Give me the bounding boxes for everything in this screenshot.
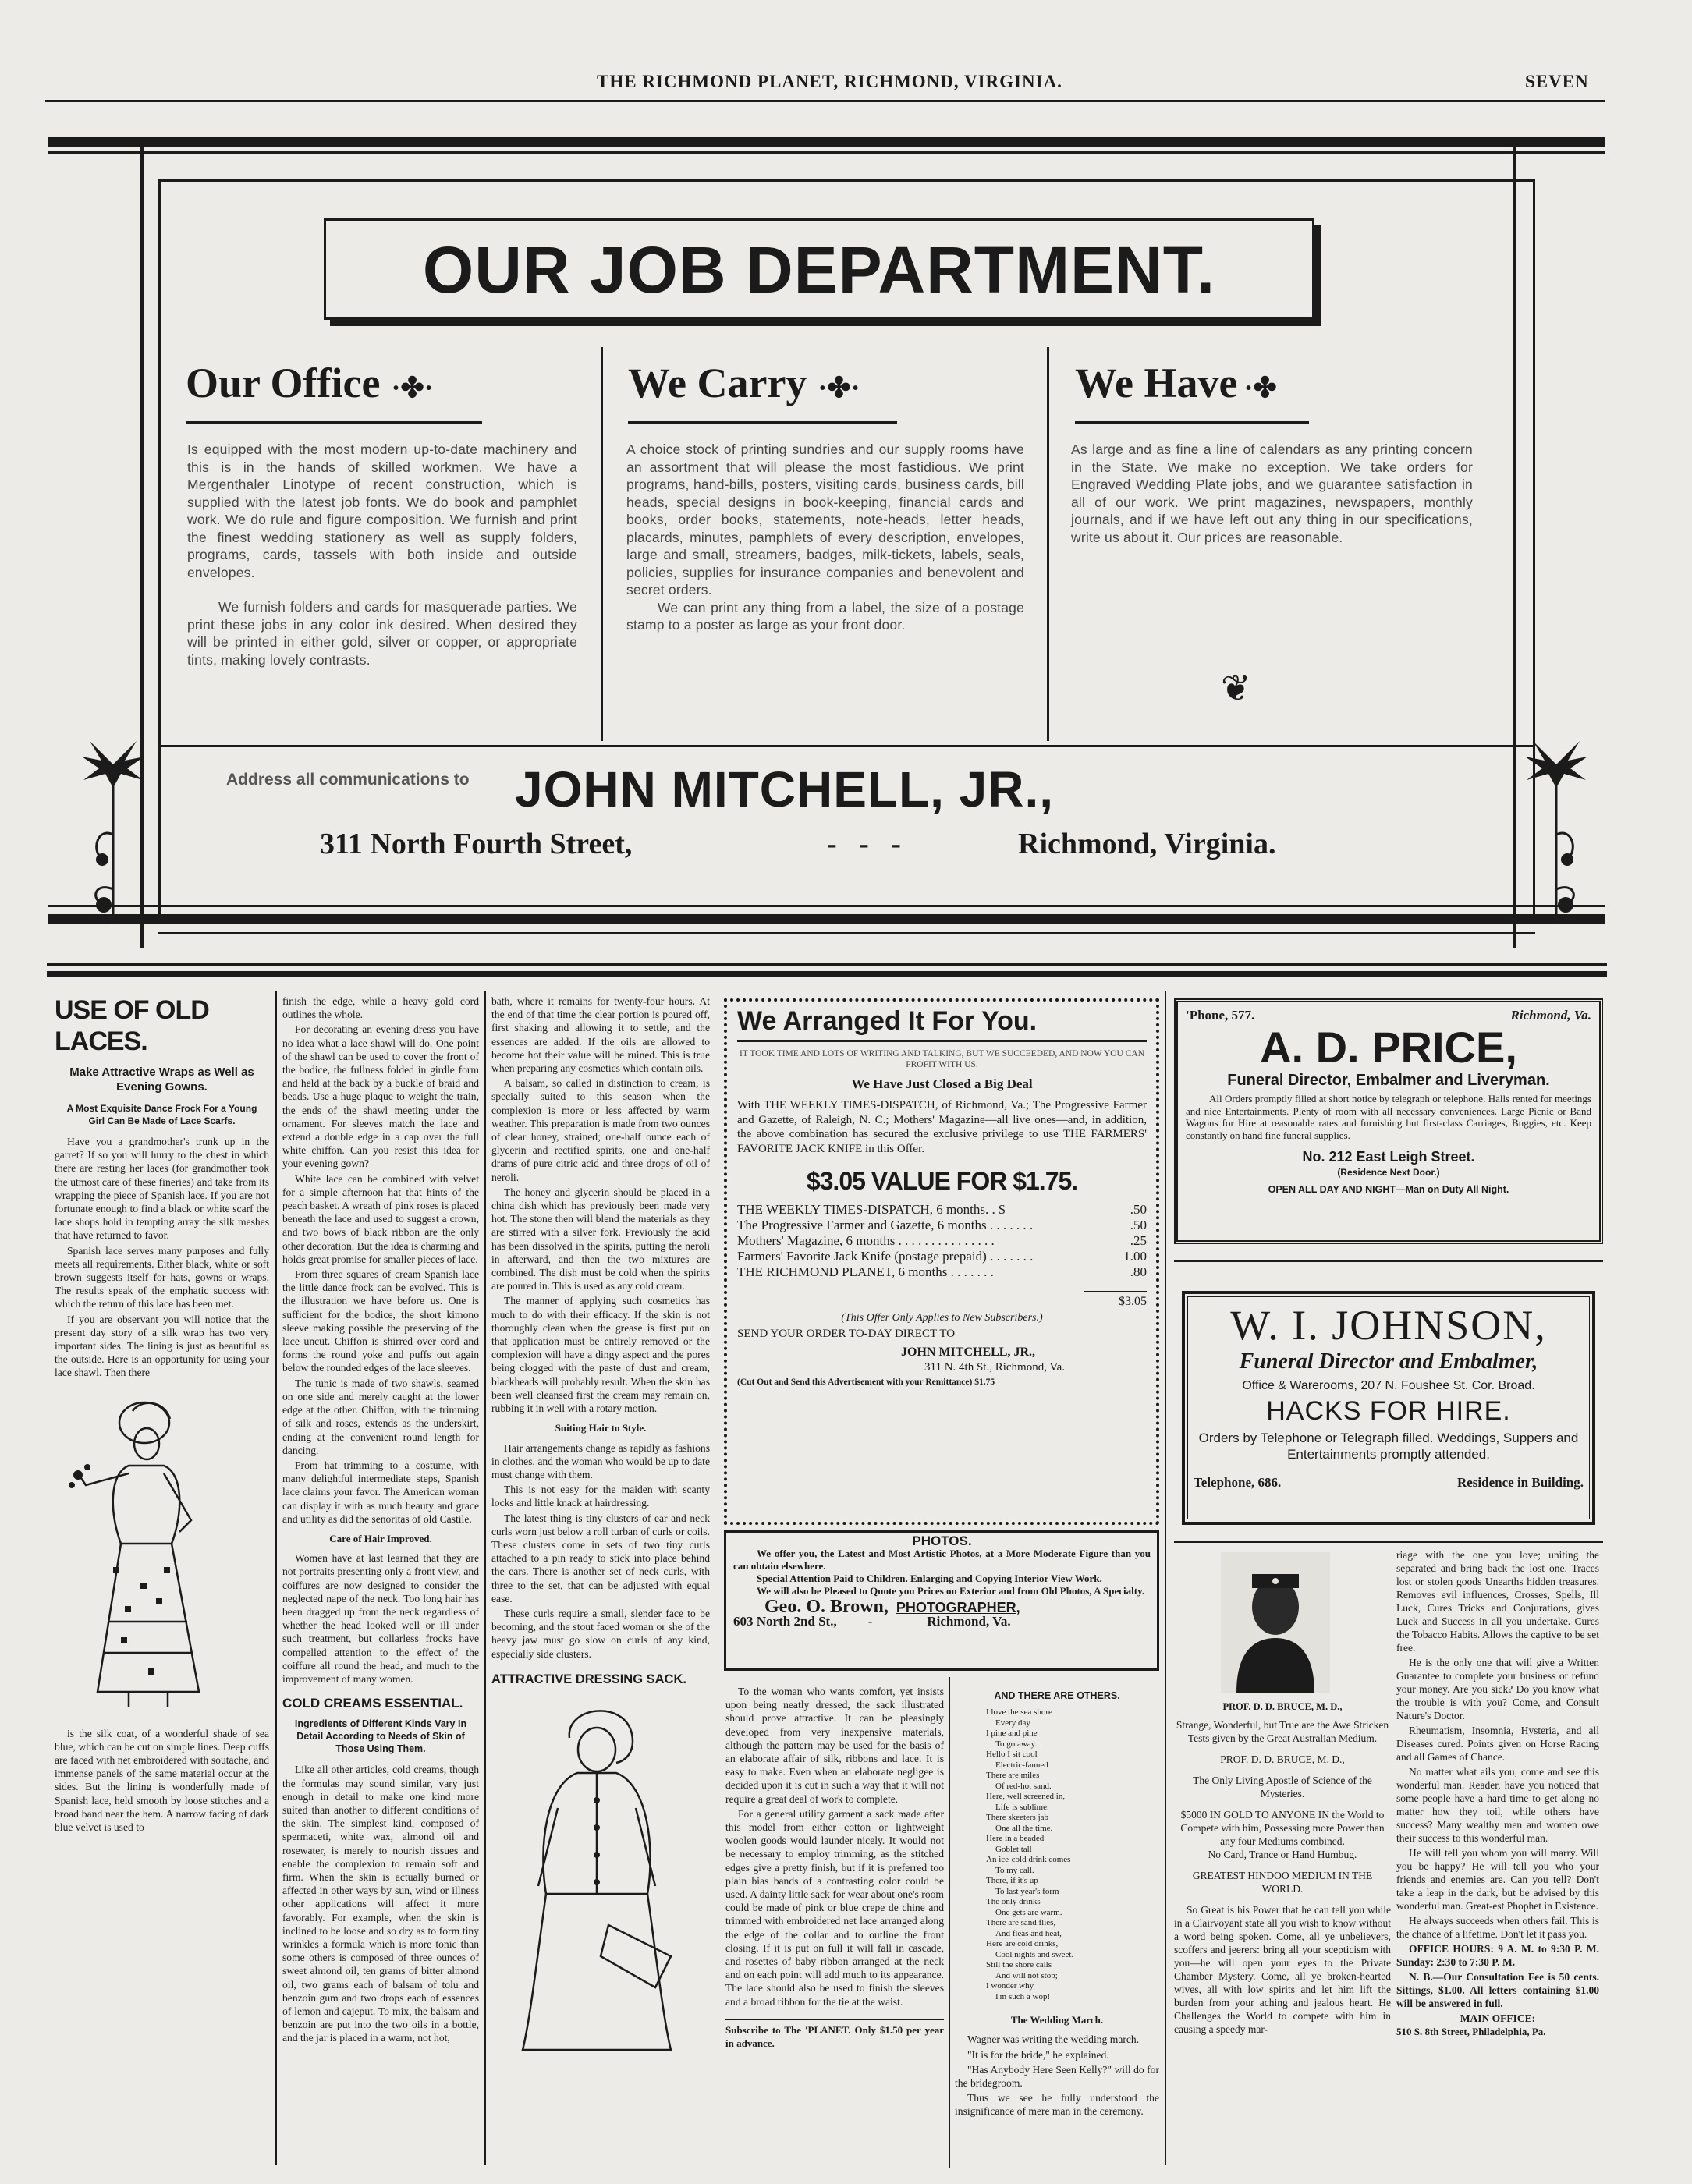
price-body: All Orders promptly filled at short notice by telegraph or telephone. Halls rented for meetings and nice Entertainments. Plenty of room with all necessary conveniences. Large Picnic or Band Wagons for Hire at reasonable rates and furnishing but first-class Carriages, Buggies, etc. Keep constantly on hand fine funeral supplies.	[1186, 1093, 1591, 1141]
col-rule-3	[949, 1677, 950, 2168]
sack-subscribe: Subscribe to The 'PLANET. Only $1.50 per year in advance.	[725, 2019, 944, 2050]
col2-p7: Women have at last learned that they are not portraits presenting only a front view, and coiffures are now designed to consider the neglected nape of the neck. Too long hair has been dragged up from the neck regardless of whether the head looked well or ill under such treatment, but collarless frocks have compelled attention to the effect of the coiffure all round the head, and much to the improvement of many women.	[282, 1552, 479, 1685]
price-res: (Residence Next Door.)	[1337, 1167, 1440, 1178]
others-title: AND THERE ARE OTHERS.	[994, 1690, 1120, 1701]
photos-addr: 603 North 2nd St.,	[733, 1614, 837, 1629]
flower-left-icon	[74, 733, 152, 928]
bruce-right-p3: Rheumatism, Insomnia, Hysteria, and all Diseases cured. Points given on Horse Racing and all Games of Chance.	[1396, 1725, 1599, 1763]
page-number: SEVEN	[1525, 72, 1589, 91]
photos-addr-row	[733, 1615, 1151, 1628]
col-rule-4	[1165, 991, 1166, 2164]
cold-title: COLD CREAMS ESSENTIAL.	[282, 1696, 463, 1711]
laces-p3: If you are observant you will notice that the present day story of a silk wrap has two very important sides. The lining is just as beautiful as the outside. Here is an opportunity for using your lace shawl. Then there	[55, 1313, 269, 1379]
carry-heading-rule	[628, 421, 897, 424]
johnson-orders: Orders by Telephone or Telegraph filled. Weddings, Suppers and Entertainments promptly attended.	[1198, 1431, 1579, 1462]
photos-content	[733, 1535, 1151, 1628]
job-border-right	[1513, 137, 1516, 948]
col3-p4: The manner of applying such cosmetics has much to do with their efficacy. If the skin is not thoroughly clean when the grease is first put on that application must be entirely removed or the complexion will have a dingy aspect and the pores being clogged with the paste of dust and cream, blackheads will probably result. When the skin has been well cleansed first the cream may remain on, rubbing it in well with a rotary motion.	[491, 1295, 710, 1415]
photos-body: We offer you, the Latest and Most Artistic Photos, at a More Moderate Figure than you can obtain elsewhere.	[733, 1548, 1151, 1572]
laces-p1: Have you a grandmother's trunk up in the garret? If so you will hurry to the chest in which there are resting her laces (for grandmother took the utmost care of these fineries) and take from its wrapping the piece of Spanish lace. If you are not fortunate enough to find a black or white scarf the lace shops hold in tempting array the silk meshes that have returned to favor.	[55, 1136, 269, 1242]
carry-heading-text: We Carry	[628, 360, 807, 406]
have-text	[1071, 441, 1473, 546]
col3	[491, 994, 710, 2161]
bruce-sep	[1174, 1540, 1603, 1543]
laces-column	[55, 994, 269, 2157]
arranged-intro: IT TOOK TIME AND LOTS OF WRITING AND TALKING, BUT WE SUCCEEDED, AND NOW YOU CAN PROFIT WITH US.	[739, 1049, 1145, 1069]
arranged-value: $3.05 VALUE FOR $1.75.	[806, 1167, 1078, 1195]
price-content	[1186, 1008, 1591, 1195]
ornament-icon: ·✤·	[391, 372, 434, 403]
carry-heading	[628, 359, 860, 407]
bruce-name2: PROF. D. D. BRUCE, M. D.,	[1220, 1753, 1345, 1765]
johnson-tel: Telephone, 686.	[1194, 1475, 1282, 1490]
bruce-name1: PROF. D. D. BRUCE, M. D.,	[1222, 1701, 1343, 1712]
sack-title: ATTRACTIVE DRESSING SACK.	[491, 1672, 686, 1686]
johnson-office: Office & Warerooms, 207 N. Foushee St. Cor. Broad.	[1242, 1379, 1535, 1392]
col2	[282, 994, 479, 2161]
col3-p7: The latest thing is tiny clusters of ear and neck curls worn just below a roll turban of curls or coils. These clusters come in sets of two tiny curls attached to a pin ready to stick into place behind the ears. There is another set of neck curls, with three to the set, that can be adjusted with equal ease.	[491, 1512, 710, 1604]
col3-p3: The honey and glycerin should be placed in a china dish which has previously been made very hot. The stone then will blend the materials as they are stirred with a silver fork. Previously the acid has been dissolved in the spirits, putting the neroli in afterward, and then the two mixtures are combined. The dish must be cold when the spirits are poured in. This is used as any cold cream.	[491, 1186, 710, 1292]
bruce-main: MAIN OFFICE:	[1460, 2012, 1536, 2024]
job-border-bottom	[48, 905, 1605, 907]
price-city: Richmond, Va.	[1510, 1008, 1591, 1023]
johnson-content	[1194, 1301, 1584, 1491]
arranged-send: SEND YOUR ORDER TO-DAY DIRECT TO	[737, 1328, 956, 1340]
march-p2: "It is for the bride," he explained.	[967, 2048, 1109, 2061]
ornament-icon: ·✤·	[818, 372, 860, 403]
have-p1: As large and as fine a line of calendars as any printing concern in the State. We make no exception. We take orders for Engraved Wedding Plate jobs, and we guarantee satisfaction in all of our work. We print magazines, newspapers, monthly journals, and if we have left out any thing in our specifications, write us about it. Our prices are reasonable.	[1071, 441, 1473, 545]
arranged-total: $3.05	[1084, 1291, 1147, 1309]
col2-p2: For decorating an evening dress you have no idea what a lace shawl will do. One point of the shawl can be used to cover the front of the bodice, the fullness folded in girdle form and held at the back by a buckle of braid and beads. Use a huge plaque to weight the train, the ends of the shawl meeting under the ornament. For sleeves match the lace and extend a double edge in a cap over the full white chiffon. Can you resist this idea for your evening gown?	[282, 1023, 479, 1170]
col2-p4: From three squares of cream Spanish lace the little dance frock can be evolved. This is the illustration we have before us. One is sufficient for the bodice, the short kimono sleeve making possible the preserving of the lace uncut. Chiffon is shirred over cord and forms the round yoke and puffs out again below the rounded edges of the lace sleeves.	[282, 1268, 479, 1374]
carry-p2: We can print any thing from a label, the size of a postage stamp to a poster as large as your front door.	[626, 599, 1024, 633]
arranged-title: We Arranged It For You.	[737, 1006, 1147, 1042]
cold-sub: Ingredients of Different Kinds Vary In Detail According to Needs of Skin of Those Using Them.	[294, 1718, 467, 1755]
job-title: OUR JOB DEPARTMENT.	[422, 233, 1216, 307]
lower-top-rule-thick	[47, 971, 1607, 977]
price-open: OPEN ALL DAY AND NIGHT—Man on Duty All Night.	[1268, 1184, 1509, 1195]
office-text	[187, 441, 577, 668]
photos-spec: Special Attention Paid to Children. Enlarging and Copying Interior View Work.	[757, 1572, 1102, 1584]
price-name: A. D. PRICE,	[1260, 1023, 1517, 1072]
job-dashes: - - -	[827, 828, 901, 860]
col3-p1: bath, where it remains for twenty-four hours. At the end of that time the clear portion is poured off, first shaking and allowing it to settle, and the essences are added. If the oils are allowed to become hot their value will be ruined. This is true when preparing any cosmetics which contain oils.	[491, 995, 710, 1075]
job-border-top	[48, 137, 1605, 147]
photos-title: PHOTOS.	[912, 1533, 972, 1548]
bruce-left	[1174, 1700, 1391, 2164]
bruce-line2: The Only Living Apostle of Science of the Mysteries.	[1193, 1774, 1372, 1799]
laces-p4: is the silk coat, of a wonderful shade of sea blue, which can be cut on simple lines. Deep cuffs are faced with net embroidered with soutache, and immense panels of the same material occur at the sides. But the lining is wonderfully made of Spanish lace, held smooth by loose stitches and a broad band near the hem. A narrow facing of dark blue velvet is used to	[55, 1727, 269, 1834]
laces-title: USE OF OLD LACES.	[55, 995, 209, 1056]
johnson-title: Funeral Director and Embalmer,	[1239, 1349, 1538, 1374]
price-top-row	[1186, 1008, 1591, 1023]
laces-sub1: Make Attractive Wraps as Well as Evening Gowns.	[69, 1065, 254, 1094]
arranged-cut: (Cut Out and Send this Advertisement with your Remittance) $1.75	[737, 1377, 995, 1387]
arranged-item: Farmers' Favorite Jack Knife (postage prepaid) . . . . . . . 1.00	[737, 1249, 1147, 1264]
office-heading-rule	[186, 421, 482, 424]
others-poem: I love the sea shore Every day I pine and pine To go away. Hello I sit cool Electric-fanned There are miles Of red-hot sand. Here, well screened in, Life is sublime. There skeeters jab One all the time. Here in a beaded Goblet tall An ice-cold drink comes To my call. There, if it's up To last year's form The only drinks One gets are warm. There are sand flies, And fleas and heat, Here are cold drinks, Cool nights and sweet. Still the shore calls And will not stop; I wonder why I'm such a wop!	[986, 1707, 1074, 2001]
photos-quote: We will also be Pleased to Quote you Prices on Exterior and from Old Photos, A Specialty.	[757, 1585, 1145, 1597]
photos-dash: -	[867, 1614, 873, 1629]
flower-right-icon	[1517, 733, 1595, 928]
office-p2: We furnish folders and cards for masquerade parties. We print these jobs in any color ink desired. When desired they will be printed in either gold, silver or copper, or appropriate tints, making lovely contrasts.	[187, 599, 577, 668]
job-border-top-thin	[48, 151, 1605, 154]
bruce-addr: 510 S. 8th Street, Philadelphia, Pa.	[1396, 2026, 1546, 2037]
have-heading	[1075, 359, 1277, 407]
col3-p6: This is not easy for the maiden with scanty locks and little knack at hairdressing.	[491, 1484, 710, 1509]
bruce-hindoo: GREATEST HINDOO MEDIUM IN THE WORLD.	[1192, 1870, 1373, 1895]
johnson-hacks: HACKS FOR HIRE.	[1266, 1396, 1511, 1426]
masthead	[47, 72, 1607, 103]
photos-role: PHOTOGRAPHER,	[896, 1600, 1020, 1615]
job-divider-2	[1047, 347, 1049, 741]
bruce-hours: OFFICE HOURS: 9 A. M. to 9:30 P. M. Sunday: 2:30 to 7:30 P. M.	[1396, 1943, 1599, 1968]
job-city: Richmond, Virginia.	[1018, 828, 1276, 860]
photos-city: Richmond, Va.	[927, 1614, 1011, 1629]
address-label: Address all communications to	[226, 771, 470, 789]
arranged-body: With THE WEEKLY TIMES-DISPATCH, of Richmond, Va.; The Progressive Farmer and Gazette, of Raleigh, N. C.; Mothers' Magazine—all live ones—and, in addition, the above combination has secured the exclusive privilege to use THE FARMERS' FAVORITE JACK KNIFE in this Offer.	[737, 1099, 1147, 1155]
photos-name: Geo. O. Brown,	[764, 1597, 889, 1617]
carry-text	[626, 441, 1024, 634]
arranged-note: (This Offer Only Applies to New Subscribers.)	[841, 1312, 1043, 1324]
bruce-great: So Great is his Power that he can tell you while in a Clairvoyant state all you wish to know without a word being spoken. Come, all ye unbelievers, scoffers and jeerers: bring all your scepticism with you—he will open your eyes to the Private Chamber Mystery. Come, all ye broken-hearted wives, all with low spirits and let him lift the burden from your aching and jealous heart. He Challenges the World to compete with him in causing a speedy mar-	[1174, 1904, 1391, 2035]
bruce-nb: N. B.—Our Consultation Fee is 50 cents. Sittings, $1.00. All letters containing $1.00 will be answered in full.	[1396, 1971, 1599, 2009]
masthead-rule	[45, 100, 1605, 102]
job-divider-1	[601, 347, 603, 741]
col2-p5: The tunic is made of two shawls, seamed on one side and merely caught at the lower edge at the other. Chiffon, with the trimming of silk and roses, extends as the underskirt, ending at the convenient round length for dancing.	[282, 1377, 479, 1456]
office-heading	[186, 359, 434, 407]
bruce-right	[1396, 1548, 1599, 2164]
col2-p8: Like all other articles, cold creams, though the formulas may sound similar, vary just enough in detail to make one kind more suited than another to different conditions of the skin. The simplest kind, composed of spermaceti, white wax, almond oil and rosewater, is merely to nourish tissues and enable the complexion to remain soft and firm. When the skin is actually burned or affected in other ways by sun, wind or illness other applications will affect it more favorably. For example, when the skin is inclined to be loose and so dry as to form tiny wrinkles a formula which is more tonic than some others is composed of three ounces of sweet almond oil, ten grams of bitter almond oil, two grams each of balsam of tolu and benzoin gum and two drops each of essences of lemon and cajeput. To mix, the balsam and benzoin are put into the two oils in a bottle, and the jar is placed in a warm, not hot,	[282, 1764, 479, 2044]
laces-p2: Spanish lace serves many purposes and fully meets all requirements. Either black, white or soft brown suggests itself for hats, gowns or wraps. The results speak of the emphatic success with which the return of this lace has been met.	[55, 1244, 269, 1310]
arranged-content	[737, 1006, 1147, 1521]
price-title: Funeral Director, Embalmer and Liveryman.	[1227, 1072, 1550, 1089]
col3-p8: These curls require a small, slender face to be becoming, and the stout faced woman or she of the heavy jaw must go slow on curls of any kind, especially side clusters.	[491, 1607, 710, 1660]
laces-sub2: A Most Exquisite Dance Frock For a Young Girl Can Be Made of Lace Scarfs.	[66, 1103, 257, 1126]
lower-top-rule	[47, 963, 1607, 966]
bruce-line1: Strange, Wonderful, but True are the Awe Stricken Tests given by the Great Australian Medium.	[1176, 1719, 1389, 1744]
flourish-icon: ❦	[1221, 668, 1251, 708]
job-contact-name: JOHN MITCHELL, JR.,	[515, 761, 1055, 817]
bruce-portrait	[1221, 1552, 1330, 1693]
bruce-right-p5: He will tell you whom you will marry. Will you be happy? He will tell you who your friends and enemies are. Can you tell? Don't take a leap in the dark, but be advised by this wonderful man. Great-est Phophet in Existence.	[1396, 1847, 1599, 1912]
have-heading-rule	[1075, 421, 1309, 424]
col3-p5: Hair arrangements change as rapidly as fashions in clothes, and the woman who would be up to date must change with them.	[491, 1441, 710, 1480]
bruce-right-p4: No matter what ails you, come and see this wonderful man. Reader, have you noticed that some people have a hard time to get along no matter how they toil, while others have success? Many wealthy men and women owe their success to this wonderful man.	[1396, 1766, 1599, 1844]
johnson-bottom-row	[1194, 1475, 1584, 1491]
arranged-item: THE RICHMOND PLANET, 6 months . . . . . . . .80	[737, 1264, 1147, 1279]
col2-p6: From hat trimming to a costume, with many delightful intermediate steps, Spanish lace claims your favor. The American woman can display it with as much beauty and grace and utility as did the senoritas of old Castile.	[282, 1459, 479, 1525]
suit-heading: Suiting Hair to Style.	[555, 1422, 647, 1434]
arranged-name: JOHN MITCHELL, JR.,	[901, 1346, 1036, 1359]
job-border-left-inner	[158, 179, 161, 920]
johnson-res: Residence in Building.	[1456, 1475, 1584, 1490]
masthead-title: THE RICHMOND PLANET, RICHMOND, VIRGINIA.	[597, 72, 1062, 91]
arranged-items	[737, 1202, 1147, 1280]
price-addr: No. 212 East Leigh Street.	[1302, 1149, 1475, 1165]
col-rule-1	[275, 991, 277, 2164]
office-p1: Is equipped with the most modern up-to-date machinery and this is in the hands of skilled workmen. We have a Mergenthaler Linotype of recent construction, which is supplied with the latest job fonts. We do book and pamphlet work. We do rule and figure composition. We furnish and print the finest wedding stationery as well as supply folders, programs, cards, tassels with both inside and outside envelopes.	[187, 441, 577, 580]
sack-column	[725, 1685, 944, 2164]
sack-p1: To the woman who wants comfort, yet insists upon being neatly dressed, the sack illustrated should prove attractive. It can be pleasingly developed from very inexpensive materials, although the pattern may be used for the basis of an elaborate affair of silk, ribbons and lace. It is easy to make. Even when an elaborate negligee is decided upon it is cut in such a way that it will not require a great deal of work to complete.	[725, 1686, 944, 1805]
col3-p2: A balsam, so called in distinction to cream, is specially suited to this season when the complexion is more or less affected by warm weather. This preparation is made from two ounces of clear honey, strained; one-half ounce each of glycerin and rectified spirits, one and one-half drams of pure citric acid and three drops of oil of neroli.	[491, 1077, 710, 1183]
sack-p2: For a general utility garment a sack made after this model from either cotton or lightweight woolen goods would launder nicely. It would not be necessary to employ trimming, as the stitched edges give a pretty finish, but if it is preferred too plain bias bands of a contrasting color could be used. A dainty little sack for wear about one's room could be made of pink or blue crepe de chine and trimmed with embroidered net lace arranged along the edge of the collar and to outline the front closing. If it is put on full it will fall in cascade, and rosettes of baby ribbon arranged at the neck and on each point will add much to its appearance. The lace should also be used to finish the sleeves and a broad ribbon for the tie at the waist.	[725, 1807, 944, 2008]
others-column	[955, 1685, 1159, 2164]
job-street: 311 North Fourth Street,	[320, 828, 633, 860]
photos-name-row	[733, 1597, 1151, 1617]
arranged-item: Mothers' Magazine, 6 months . . . . . . . . . . . . . . . .25	[737, 1233, 1147, 1248]
dressing-sack-illustration	[491, 1691, 702, 2058]
march-p4: Thus we see he fully understood the insignificance of mere man in the ceremony.	[955, 2092, 1159, 2118]
col-rule-2	[484, 991, 486, 2164]
bruce-gold: $5000 IN GOLD TO ANYONE IN the World to Compete with him, Possessing more Power than any four Mediums combined.	[1180, 1809, 1385, 1847]
lace-dress-illustration	[55, 1388, 265, 1719]
job-border-bottom-thick	[48, 914, 1605, 924]
col2-p3: White lace can be combined with velvet for a simple afternoon hat that hints of the peach basket. A wreath of pink roses is placed beneath the lace and used to suggest a crown, and two bows of black ribbon are the only other decoration. But the idea is charming and holds great promise for smaller pieces of lace.	[282, 1172, 479, 1265]
bruce-right-p1: riage with the one you love; uniting the separated and bring back the lost one. Traces lost or stolen goods Unearths hidden treasures. Removes evil influences, Crosses, Spells, Ill Luck, Cures Tricks and Conjurations, gives Luck and Success in all you undertake. Cures the Tobacco Habits. Allows the captive to be set free.	[1396, 1549, 1599, 1654]
bruce-right-p6: He always succeeds when others fail. This is the chance of a lifetime. Don't let it pass you.	[1396, 1915, 1599, 1940]
bruce-no: No Card, Trance or Hand Humbug.	[1208, 1849, 1357, 1860]
address-rule	[158, 745, 1535, 747]
ornament-icon: ·✤	[1243, 372, 1277, 403]
arranged-deal: We Have Just Closed a Big Deal	[851, 1076, 1033, 1091]
johnson-name: W. I. JOHNSON,	[1230, 1302, 1547, 1349]
office-heading-text: Our Office	[186, 360, 381, 406]
price-phone: 'Phone, 577.	[1186, 1008, 1255, 1023]
job-inner-top	[158, 179, 1535, 182]
carry-p1: A choice stock of printing sundries and our supply rooms have an assortment that will please the most fastidious. We print programs, hand-bills, posters, visiting cards, business cards, bill heads, special designs in book-keeping, financial cards and books, order books, statements, note-heads, letter heads, placards, minutes, pamphlets of every description, envelopes, large and small, streamers, badges, milk-tickets, labels, seals, policies, supplies for insurance companies and benevolent and secret orders.	[626, 441, 1024, 597]
price-sep	[1174, 1260, 1603, 1262]
march-p3: "Has Anybody Here Seen Kelly?" will do for the bridegroom.	[955, 2063, 1159, 2090]
arranged-item: The Progressive Farmer and Gazette, 6 months . . . . . . . .50	[737, 1218, 1147, 1232]
march-p1: Wagner was writing the wedding march.	[967, 2033, 1140, 2046]
have-heading-text: We Have	[1075, 360, 1238, 406]
care-heading: Care of Hair Improved.	[329, 1532, 432, 1544]
col2-p1: finish the edge, while a heavy gold cord outlines the whole.	[282, 995, 479, 1021]
arranged-addr: 311 N. 4th St., Richmond, Va.	[924, 1361, 1066, 1374]
bruce-right-p2: He is the only one that will give a Written Guarantee to complete your business or refund your money. Are you sick? Do you know what the trouble is with you? Come, and Consult Nature's Doctor.	[1396, 1657, 1599, 1721]
arranged-item: THE WEEKLY TIMES-DISPATCH, 6 months. . $ .50	[737, 1202, 1147, 1217]
job-border-bottom2	[158, 932, 1535, 934]
march-heading: The Wedding March.	[1010, 2014, 1104, 2026]
